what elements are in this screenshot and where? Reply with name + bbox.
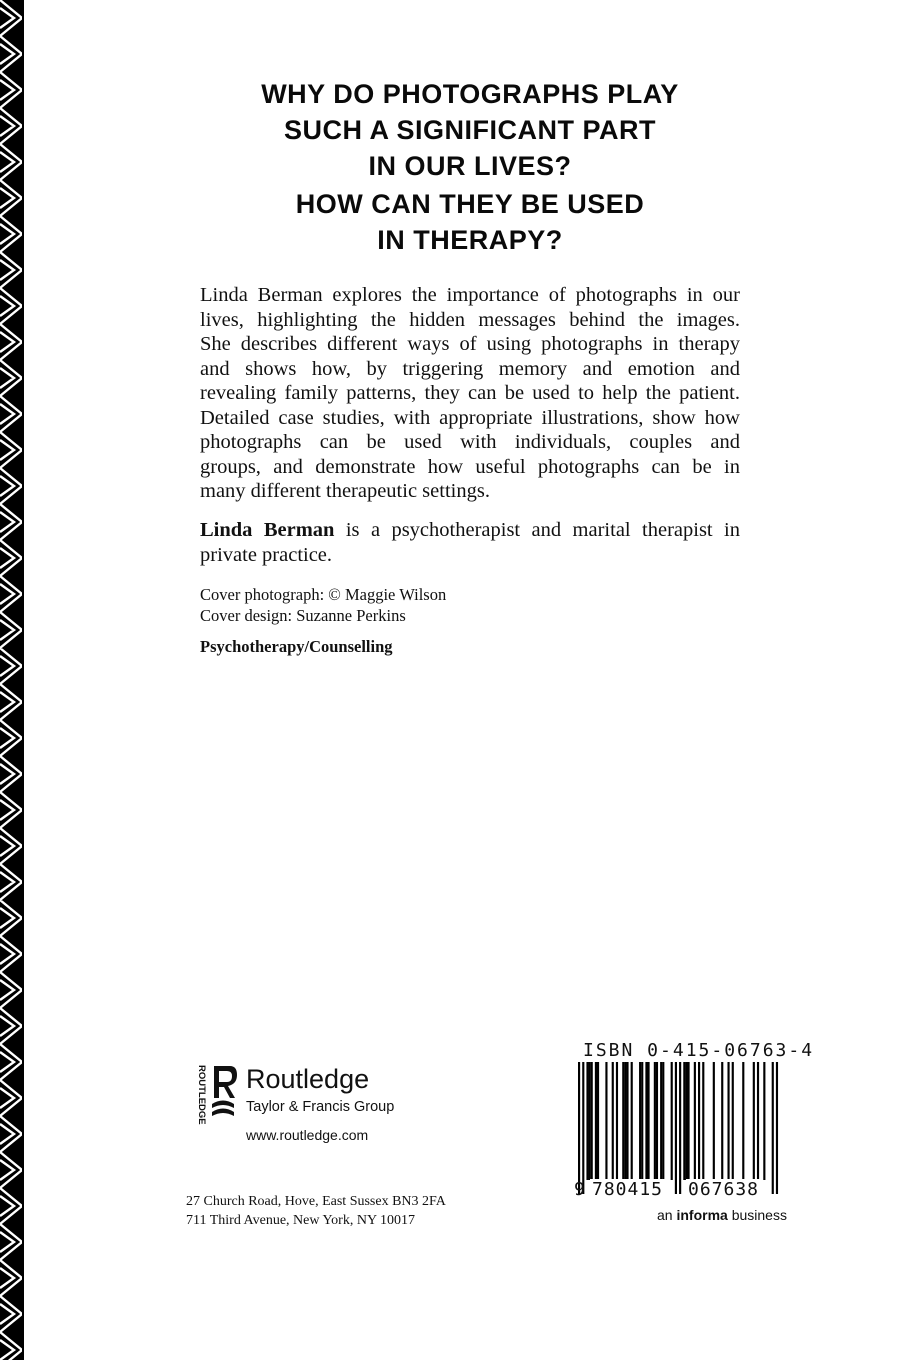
description-line: groups, and demonstrate how useful photographs can be in bbox=[200, 455, 740, 478]
cover-photo-credit: Cover photograph: © Maggie Wilson bbox=[200, 585, 447, 604]
barcode-bar bbox=[612, 1062, 614, 1180]
author-bio bbox=[200, 518, 740, 567]
headline-line: WHY DO PHOTOGRAPHS PLAY bbox=[261, 79, 679, 109]
barcode-bar bbox=[694, 1062, 696, 1180]
barcode-bar bbox=[727, 1062, 729, 1180]
barcode-bar bbox=[641, 1062, 643, 1180]
author-bio-line: private practice. bbox=[200, 543, 333, 566]
barcode-bar bbox=[605, 1062, 607, 1180]
cover-credits bbox=[200, 584, 446, 626]
barcode-bar bbox=[631, 1062, 633, 1180]
barcode-bar bbox=[645, 1062, 647, 1180]
headline-question-2 bbox=[160, 186, 780, 258]
cover-design-credit: Cover design: Suzanne Perkins bbox=[200, 606, 406, 625]
barcode-bar bbox=[679, 1062, 681, 1194]
publisher-group: Taylor & Francis Group bbox=[246, 1099, 395, 1115]
informa-tagline bbox=[657, 1207, 787, 1223]
description-line: many different therapeutic settings. bbox=[200, 480, 490, 502]
barcode-bar bbox=[675, 1062, 677, 1194]
barcode-bar bbox=[763, 1062, 765, 1180]
barcode-bar bbox=[685, 1062, 687, 1180]
isbn-label: ISBN 0-415-06763-4 bbox=[583, 1040, 815, 1061]
barcode-bar bbox=[753, 1062, 755, 1180]
address-line: 711 Third Avenue, New York, NY 10017 bbox=[186, 1213, 416, 1228]
ean-group-2: 067638 bbox=[688, 1179, 760, 1200]
barcode-bar bbox=[660, 1062, 662, 1180]
book-description bbox=[200, 283, 740, 504]
author-bio-text: is a psychotherapist and marital therapist in bbox=[334, 519, 740, 541]
barcode-bar bbox=[626, 1062, 628, 1180]
barcode-bar bbox=[654, 1062, 656, 1180]
barcode-bar bbox=[671, 1062, 673, 1180]
barcode-bar bbox=[776, 1062, 778, 1194]
description-line: lives, highlighting the hidden messages behind the images. bbox=[200, 308, 740, 331]
author-name: Linda Berman bbox=[200, 519, 335, 541]
headline-line: IN OUR LIVES? bbox=[368, 151, 572, 181]
informa-suffix: business bbox=[727, 1207, 787, 1223]
publisher-vertical-wordmark bbox=[188, 1063, 207, 1125]
barcode-bar bbox=[702, 1062, 704, 1180]
barcode bbox=[578, 1062, 778, 1194]
publisher-vertical-text: ROUTLEDGE bbox=[196, 1065, 207, 1125]
description-line: photographs can be used with individuals, couples and bbox=[200, 431, 740, 453]
ean-first-digit: 9 bbox=[574, 1179, 586, 1200]
headline-line: HOW CAN THEY BE USED bbox=[295, 189, 645, 219]
description-line: She describes different ways of using photographs in therapy bbox=[200, 333, 740, 355]
barcode-bar bbox=[742, 1062, 744, 1180]
barcode-bar bbox=[624, 1062, 626, 1180]
barcode-bar bbox=[595, 1062, 597, 1180]
informa-prefix: an bbox=[657, 1207, 677, 1223]
barcode-bar bbox=[586, 1062, 588, 1180]
barcode-bar bbox=[616, 1062, 618, 1180]
barcode-bar bbox=[732, 1062, 734, 1180]
headline-line: SUCH A SIGNIFICANT PART bbox=[284, 115, 656, 145]
informa-bold: informa bbox=[676, 1207, 728, 1223]
barcode-bar bbox=[639, 1062, 641, 1180]
description-line: and shows how, by triggering memory and emotion and bbox=[200, 357, 740, 380]
publisher-url: www.routledge.com bbox=[246, 1127, 369, 1143]
barcode-bar bbox=[687, 1062, 689, 1180]
barcode-bar bbox=[721, 1062, 723, 1180]
barcode-bar bbox=[597, 1062, 599, 1180]
publisher-address bbox=[186, 1192, 446, 1230]
publisher-name: Routledge bbox=[246, 1064, 370, 1094]
barcode-bar bbox=[578, 1062, 580, 1194]
description-line: Linda Berman explores the importance of photographs in our bbox=[200, 284, 740, 306]
barcode-bar bbox=[662, 1062, 664, 1180]
ean-group-1: 780415 bbox=[592, 1179, 664, 1200]
barcode-bar bbox=[647, 1062, 649, 1180]
author-bio-line bbox=[200, 518, 740, 543]
decorative-border bbox=[0, 0, 24, 1360]
barcode-bar bbox=[713, 1062, 715, 1180]
barcode-bar bbox=[622, 1062, 624, 1180]
routledge-logo-icon bbox=[208, 1062, 238, 1122]
barcode-bar bbox=[589, 1062, 591, 1180]
address-line: 27 Church Road, Hove, East Sussex BN3 2FA bbox=[186, 1194, 446, 1209]
headline-question-1 bbox=[160, 76, 780, 184]
barcode-bar bbox=[757, 1062, 759, 1180]
description-line: Detailed case studies, with appropriate illustrations, show how bbox=[200, 406, 740, 429]
barcode-bar bbox=[772, 1062, 774, 1194]
barcode-bar bbox=[656, 1062, 658, 1180]
description-line: revealing family patterns, they can be used to help the patient. bbox=[200, 382, 740, 404]
headline-line: IN THERAPY? bbox=[377, 225, 563, 255]
barcode-bar bbox=[683, 1062, 685, 1180]
barcode-bar bbox=[582, 1062, 584, 1194]
barcode-bar bbox=[591, 1062, 593, 1180]
subject-category: Psychotherapy/Counselling bbox=[200, 637, 393, 656]
barcode-bar bbox=[698, 1062, 700, 1180]
